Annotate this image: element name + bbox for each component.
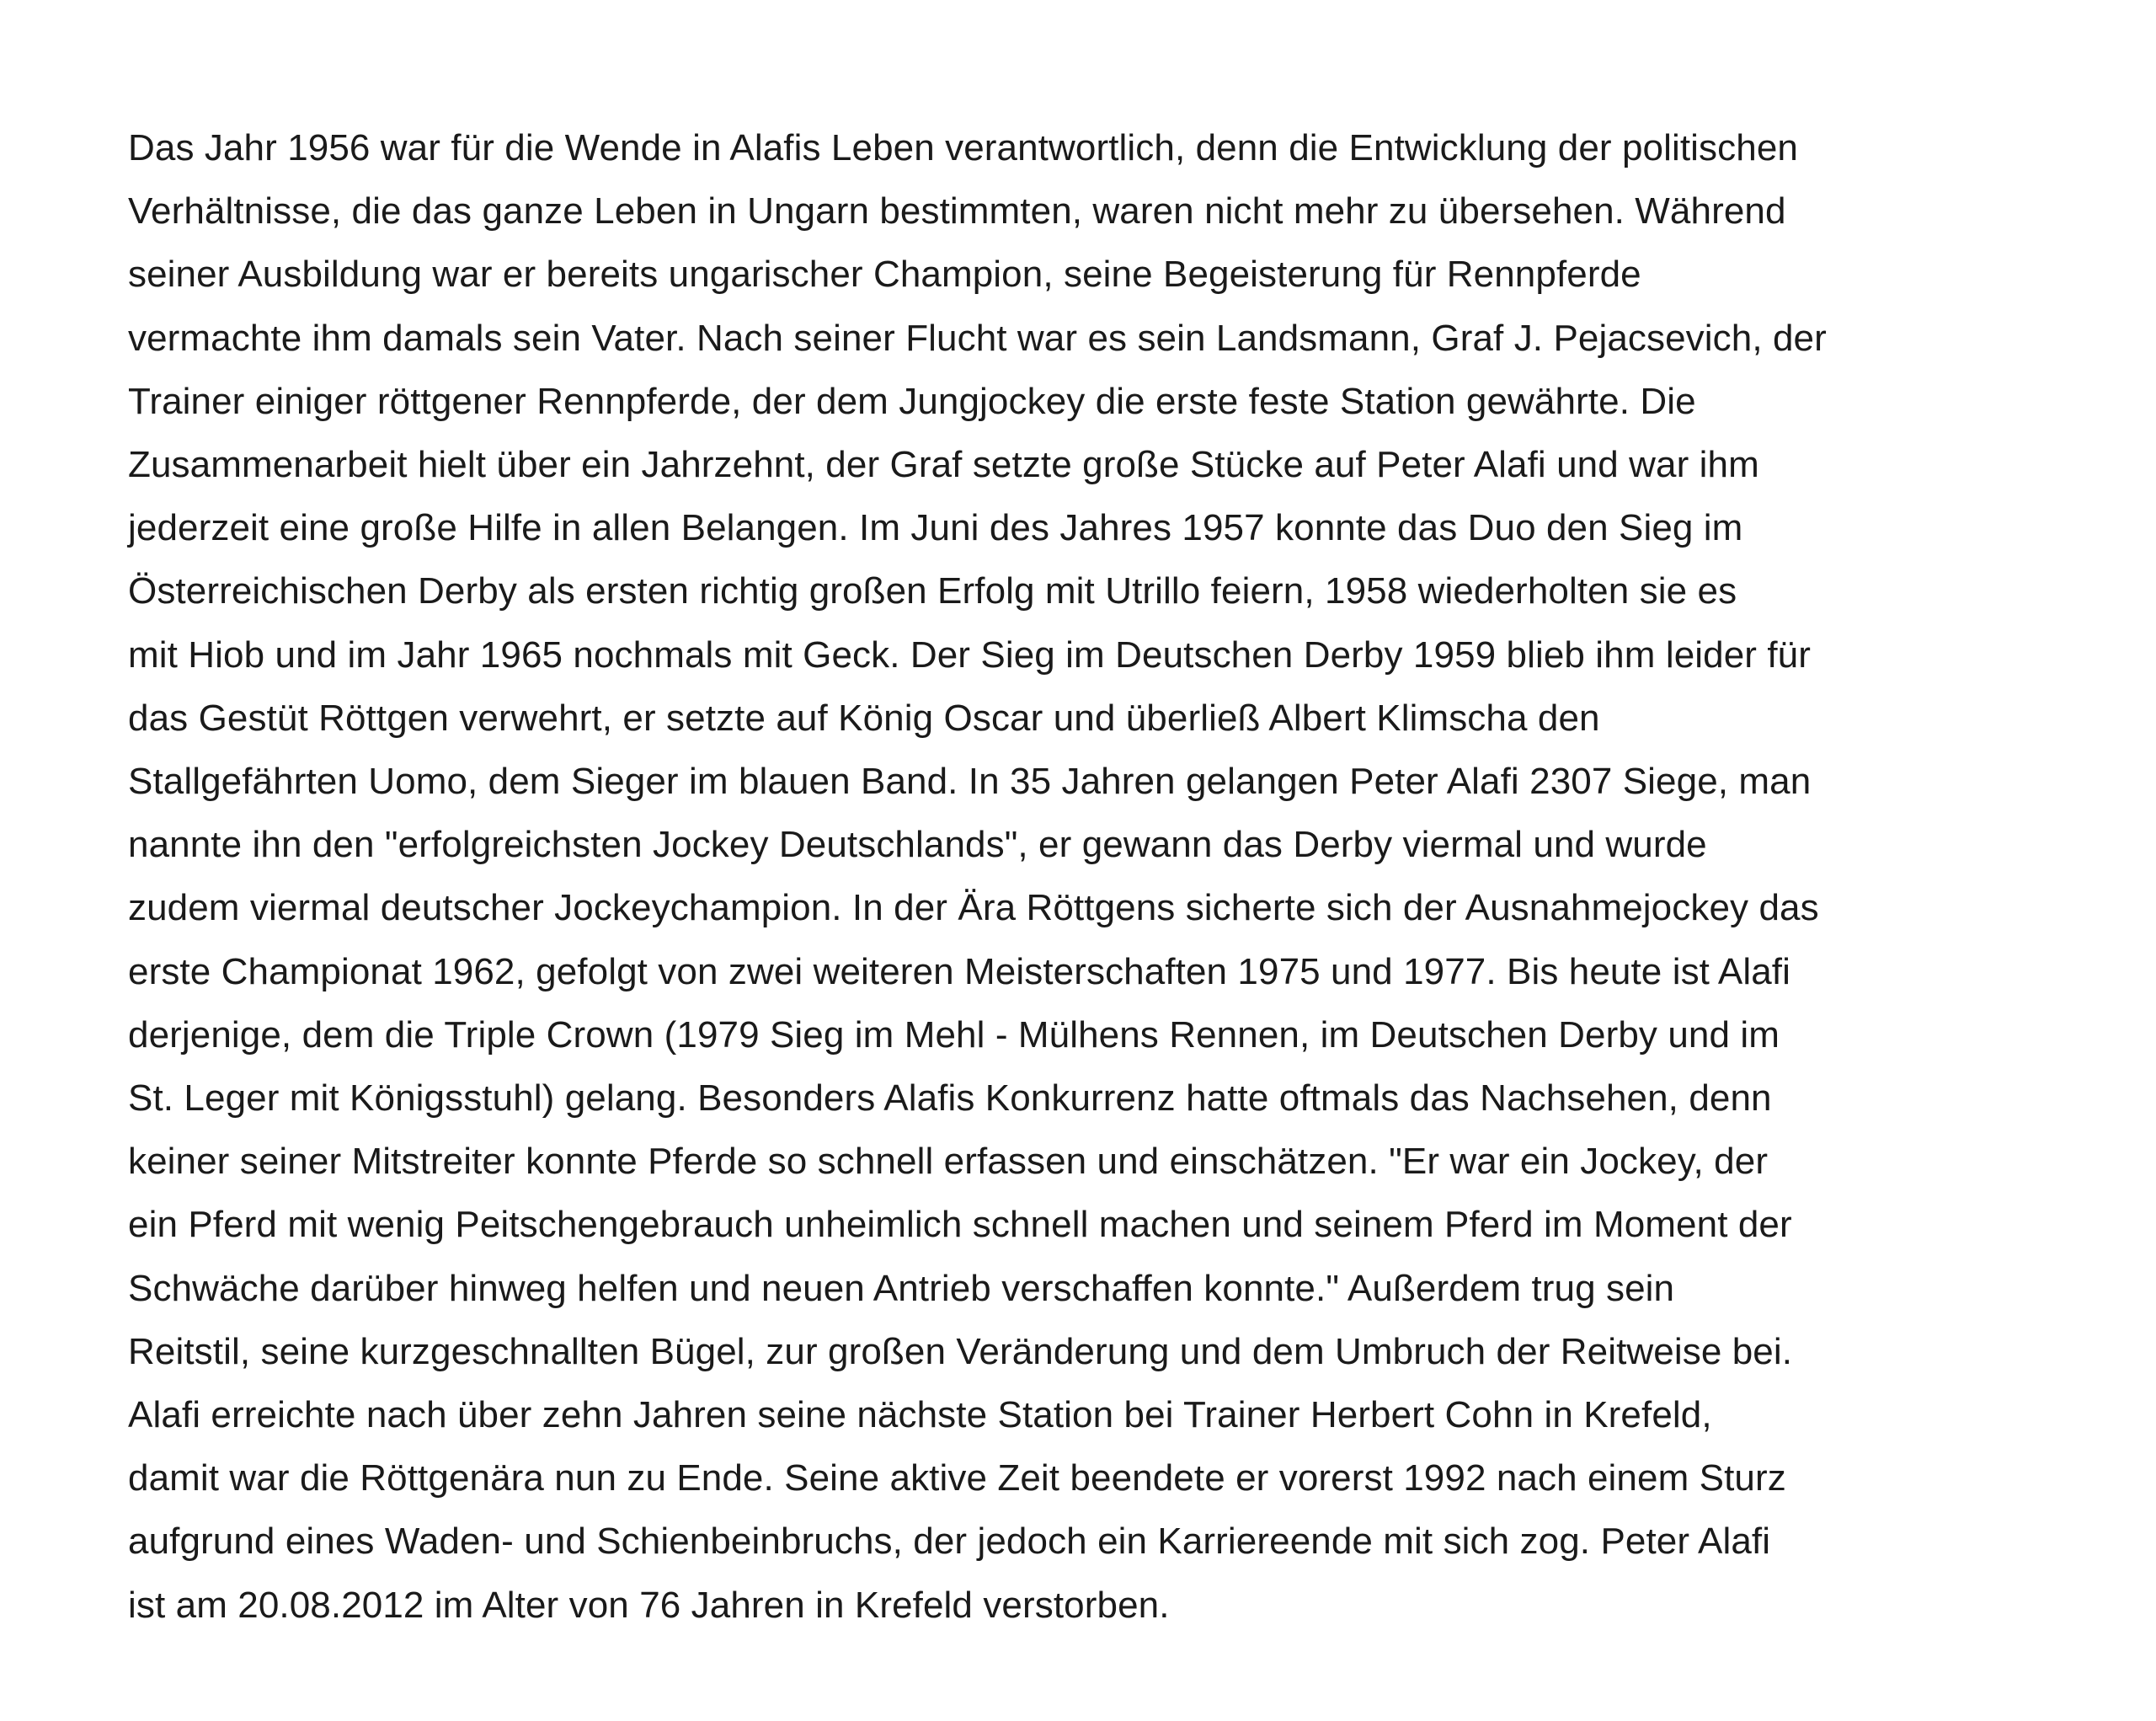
- text-line: das Gestüt Röttgen verwehrt, er setzte auf König Oscar und überließ Albert Klimscha den: [128, 697, 1600, 739]
- text-line: seiner Ausbildung war er bereits ungarischer Champion, seine Begeisterung für Rennpferde: [128, 254, 1641, 296]
- text-line: derjenige, dem die Triple Crown (1979 Sieg im Mehl - Mülhens Rennen, im Deutschen Derby und im: [128, 1013, 1780, 1056]
- text-line: Alafi erreichte nach über zehn Jahren seine nächste Station bei Trainer Herbert Cohn in Krefeld,: [128, 1394, 1712, 1436]
- text-line: St. Leger mit Königsstuhl) gelang. Besonders Alafis Konkurrenz hatte oftmals das Nachsehen, denn: [128, 1077, 1772, 1120]
- text-line: Stallgefährten Uomo, dem Sieger im blauen Band. In 35 Jahren gelangen Peter Alafi 2307 Siege, man: [128, 761, 1812, 803]
- text-line: Schwäche darüber hinweg helfen und neuen Antrieb verschaffen konnte." Außerdem trug sein: [128, 1267, 1675, 1309]
- text-line: jederzeit eine große Hilfe in allen Belangen. Im Juni des Jahres 1957 konnte das Duo den Sieg im: [128, 507, 1743, 549]
- text-line: erste Championat 1962, gefolgt von zwei weiteren Meisterschaften 1975 und 1977. Bis heute ist Alafi: [128, 950, 1790, 992]
- text-line: zudem viermal deutscher Jockeychampion. In der Ära Röttgens sicherte sich der Ausnahmejockey das: [128, 887, 1819, 929]
- text-line: ist am 20.08.2012 im Alter von 76 Jahren in Krefeld verstorben.: [128, 1584, 1170, 1626]
- text-line: aufgrund eines Waden- und Schienbeinbruchs, der jedoch ein Karriereende mit sich zog. Peter Alafi: [128, 1521, 1771, 1563]
- text-line: damit war die Röttgenära nun zu Ende. Seine aktive Zeit beendete er vorerst 1992 nach einem Sturz: [128, 1457, 1786, 1499]
- text-line: Trainer einiger röttgener Rennpferde, der dem Jungjockey die erste feste Station gewährte. Die: [128, 380, 1696, 422]
- text-line: mit Hiob und im Jahr 1965 nochmals mit Geck. Der Sieg im Deutschen Derby 1959 blieb ihm leider für: [128, 633, 1812, 676]
- text-line: keiner seiner Mitstreiter konnte Pferde so schnell erfassen und einschätzen. "Er war ein Jockey, der: [128, 1141, 1769, 1183]
- text-line: nannte ihn den "erfolgreichsten Jockey Deutschlands", er gewann das Derby viermal und wurde: [128, 824, 1707, 866]
- biography-paragraph: [128, 116, 2149, 1637]
- text-line: Zusammenarbeit hielt über ein Jahrzehnt, der Graf setzte große Stücke auf Peter Alafi und war ihm: [128, 444, 1759, 486]
- text-line: Das Jahr 1956 war für die Wende in Alafis Leben verantwortlich, denn die Entwicklung der politischen: [128, 127, 1798, 168]
- text-line: Österreichischen Derby als ersten richtig großen Erfolg mit Utrillo feiern, 1958 wiederholten sie es: [128, 570, 1737, 612]
- text-line: Reitstil, seine kurzgeschnallten Bügel, zur großen Veränderung und dem Umbruch der Reitweise bei.: [128, 1330, 1793, 1372]
- text-line: ein Pferd mit wenig Peitschengebrauch unheimlich schnell machen und seinem Pferd im Moment der: [128, 1204, 1792, 1246]
- text-line: Verhältnisse, die das ganze Leben in Ungarn bestimmten, waren nicht mehr zu übersehen. Während: [128, 190, 1786, 232]
- text-line: vermachte ihm damals sein Vater. Nach seiner Flucht war es sein Landsmann, Graf J. Pejacsevich, der: [128, 317, 1827, 359]
